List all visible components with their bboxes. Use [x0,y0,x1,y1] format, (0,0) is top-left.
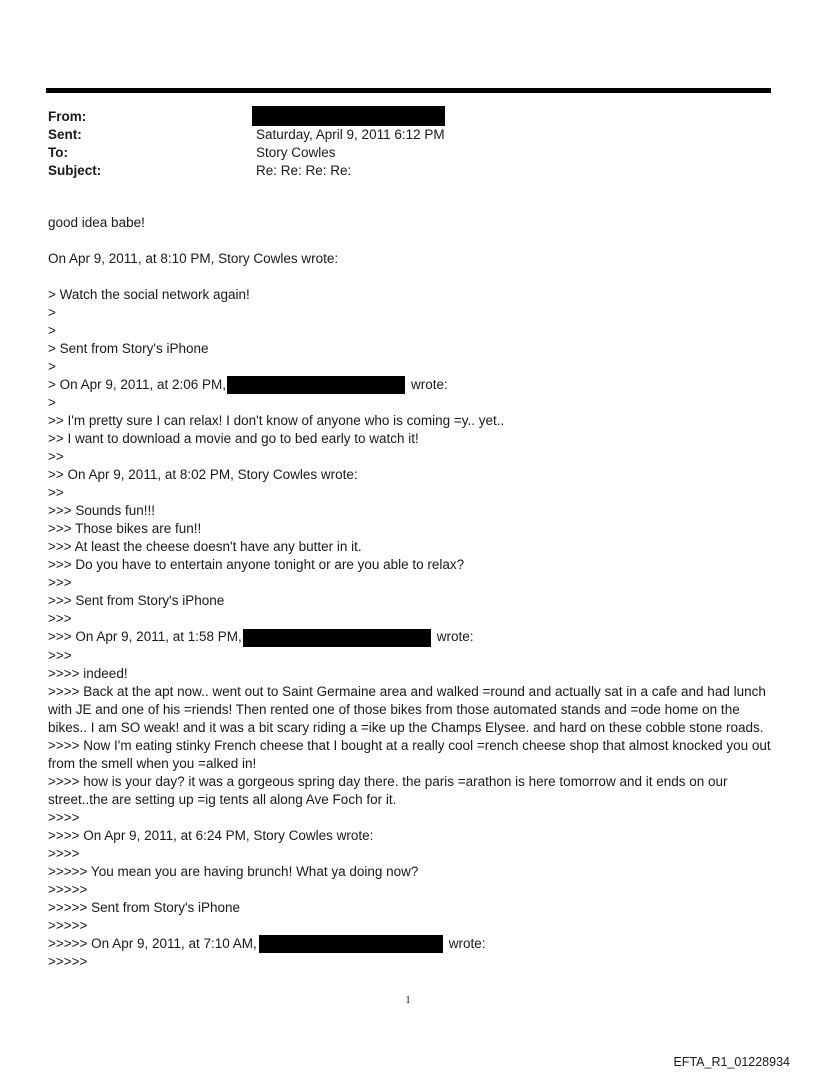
body-paragraph: >>>> how is your day? it was a gorgeous spring day there. the paris =arathon is here tomorrow and it ends on our street..the are setting up =ig tents all along Ave Foch for it. [48,773,728,807]
body-line: > [48,359,56,374]
body-line: >>>>> You mean you are having brunch! What ya doing now? [48,863,419,879]
body-line: >>>> On Apr 9, 2011, at 6:24 PM, Story Cowles wrote: [48,827,374,843]
quote-attribution: >>>>> On Apr 9, 2011, at 7:10 AM, [48,935,257,951]
sent-label: Sent: [48,127,82,142]
page-number: 1 [405,994,411,1006]
body-paragraph: >>>> Now I'm eating stinky French cheese that I bought at a really cool =rench cheese shop that almost knocked you out from the smell when you =alked in! [48,737,771,771]
to-label: To: [48,145,68,160]
body-line: >>> Sounds fun!!! [48,503,155,519]
redacted-name [227,376,405,394]
quote-wrote: wrote: [448,935,486,951]
to-value: Story Cowles [256,145,336,160]
redacted-name [243,629,431,647]
body-line [48,376,778,394]
subject-value: Re: Re: Re: Re: [256,163,352,178]
body-line: >>> [48,575,72,591]
body-line: good idea babe! [48,215,145,230]
body-line: >> I want to download a movie and go to bed early to watch it! [48,431,419,447]
body-line: >>>>> [48,917,88,933]
redacted-name [259,935,443,953]
body-line: > Sent from Story's iPhone [48,341,209,356]
from-label: From: [48,109,87,124]
body-line: > [48,395,56,411]
body-line: >>> Those bikes are fun!! [48,521,202,537]
email-body [48,214,778,971]
quote-attribution: >>> On Apr 9, 2011, at 1:58 PM, [48,629,242,645]
body-line: > [48,305,56,320]
body-line: On Apr 9, 2011, at 8:10 PM, Story Cowles wrote: [48,251,339,266]
quote-attribution: > On Apr 9, 2011, at 2:06 PM, [48,377,226,392]
body-paragraph: >>>> Back at the apt now.. went out to Saint Germaine area and walked =round and actually sat in a cafe and had lunch with JE and one of his =riends! Then rented one of those bikes from those automated stands and =ode home on the bikes.. I am SO weak! and it was a bit scary riding a =ike up the Champs Elysee. and hard on these cobble stone roads. [48,683,766,735]
body-line: > Watch the social network again! [48,287,250,302]
quote-wrote: wrote: [436,629,474,645]
body-line: >>>>> [48,954,88,970]
body-line: >>> [48,611,72,627]
body-line: >>> At least the cheese doesn't have any butter in it. [48,539,362,555]
body-line: > [48,323,56,338]
body-line: >>>>> [48,881,88,897]
document-id: EFTA_R1_01228934 [673,1055,790,1069]
redacted-sender [252,106,445,126]
body-line: >>>> [48,809,80,825]
sent-value: Saturday, April 9, 2011 6:12 PM [256,127,445,142]
body-line: >> On Apr 9, 2011, at 8:02 PM, Story Cowles wrote: [48,467,358,483]
body-line: >>>>> Sent from Story's iPhone [48,899,241,915]
body-line [48,628,778,646]
body-line: >>>> [48,845,80,861]
body-line: >> [48,449,64,465]
body-line: >>> Sent from Story's iPhone [48,593,225,609]
body-line: >> [48,485,64,501]
body-line: >> I'm pretty sure I can relax! I don't know of anyone who is coming =y.. yet.. [48,413,505,429]
subject-label: Subject: [48,163,102,178]
header-rule [46,88,771,93]
quote-wrote: wrote: [411,377,448,392]
body-line: >>> Do you have to entertain anyone tonight or are you able to relax? [48,557,465,573]
body-line [48,935,778,953]
body-line: >>>> indeed! [48,665,128,681]
body-line: >>> [48,647,72,663]
